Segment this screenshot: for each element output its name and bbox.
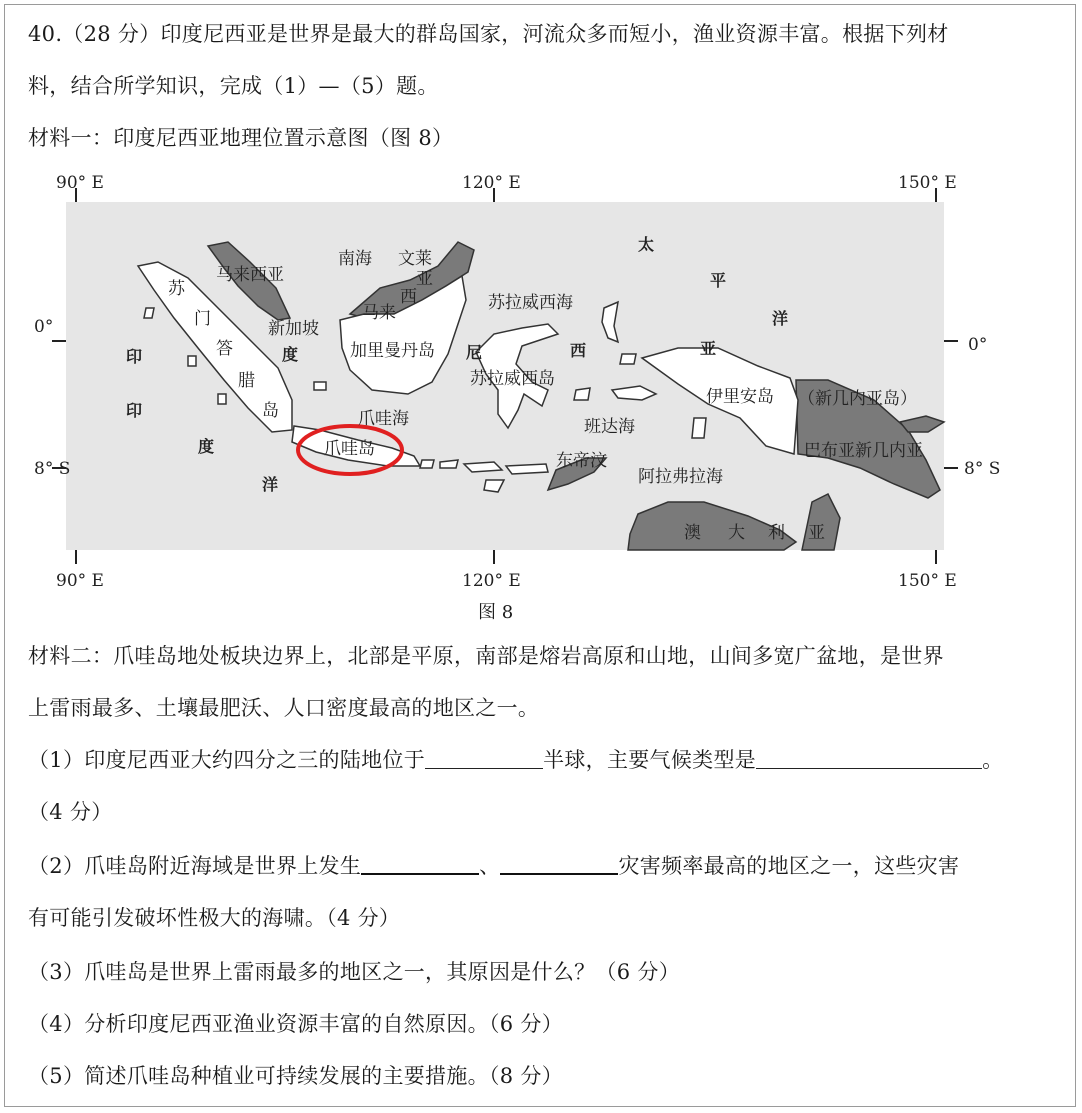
q2-text-a: （2）爪哇岛附近海域是世界上发生: [28, 854, 362, 878]
label-australia-4: 亚: [808, 523, 825, 543]
nias: [188, 356, 196, 366]
bali: [420, 460, 434, 468]
label-pacific-ping: 平: [710, 271, 727, 290]
lon-label-bottom-90: 90° E: [56, 571, 104, 591]
label-australia-3: 利: [768, 523, 785, 543]
q2-text-b: 、: [479, 854, 501, 878]
label-singapore: 新加坡: [268, 319, 319, 339]
question-4: （4）分析印度尼西亚渔业资源丰富的自然原因。（6 分）: [28, 1012, 563, 1036]
label-sumatra-4: 腊: [238, 371, 255, 391]
material2-line2: 上雷雨最多、土壤最肥沃、人口密度最高的地区之一。: [28, 696, 540, 720]
label-banda-sea: 班达海: [584, 417, 635, 437]
label-indian-ocean-yang: 洋: [262, 475, 279, 494]
label-sumatra-3: 答: [216, 339, 233, 359]
lon-label-top-90: 90° E: [56, 173, 104, 193]
q1-hemisphere-blank[interactable]: [425, 748, 543, 769]
question-1-score: （4 分）: [28, 800, 113, 824]
buru: [574, 388, 590, 400]
q1-text-b: 半球，主要气候类型是: [543, 748, 757, 772]
material1-title: 材料一：印度尼西亚地理位置示意图（图 8）: [28, 126, 454, 150]
label-south-china-sea: 南海: [338, 249, 372, 269]
label-indian-ocean-2: 印: [126, 401, 143, 420]
label-sulawesi-sea: 苏拉威西海: [488, 293, 573, 313]
label-new-guinea: （新几内亚岛）: [798, 389, 917, 409]
q2-disaster-blank-2[interactable]: [500, 853, 618, 875]
lon-label-bottom-120: 120° E: [462, 571, 521, 591]
lat-label-left-0: 0°: [34, 317, 54, 337]
lat-label-right-0: 0°: [968, 335, 988, 355]
q1-climate-blank[interactable]: [756, 748, 982, 769]
material2-line1: 材料二：爪哇岛地处板块边界上，北部是平原，南部是熔岩高原和山地，山间多宽广盆地，是世界: [28, 644, 944, 668]
aru: [692, 418, 706, 438]
label-east-timor: 东帝汶: [556, 451, 607, 471]
simeulue: [144, 308, 154, 318]
label-java: 爪哇岛: [324, 439, 375, 459]
label-pacific-tai: 太: [638, 235, 655, 254]
label-kalimantan: 加里曼丹岛: [350, 341, 435, 361]
label-australia-1: 澳: [684, 523, 701, 543]
question-2-line: [28, 850, 959, 880]
label-indonesia-ya: 亚: [700, 339, 717, 358]
label-java-sea: 爪哇海: [358, 409, 409, 429]
q2-text-c: 灾害频率最高的地区之一，这些灾害: [618, 854, 960, 878]
label-png: 巴布亚新几内亚: [804, 441, 923, 461]
q1-text-c: 。: [982, 748, 1004, 772]
label-indian-ocean-1: 印: [126, 347, 143, 366]
question-2-line2: 有可能引发破坏性极大的海啸。（4 分）: [28, 906, 401, 930]
label-australia-2: 大: [728, 523, 745, 543]
indonesia-map: [28, 168, 1038, 598]
lombok: [440, 460, 458, 468]
label-malaysia-east-2: 西: [400, 287, 417, 307]
q2-disaster-blank-1[interactable]: [361, 853, 479, 875]
lon-label-bottom-150: 150° E: [898, 571, 957, 591]
lat-label-right-8s: 8° S: [964, 459, 1001, 479]
q1-text-a: （1）印度尼西亚大约四分之三的陆地位于: [28, 748, 426, 772]
label-arafura-sea: 阿拉弗拉海: [638, 467, 723, 487]
label-indian-ocean-du: 度: [198, 437, 215, 456]
bangka: [314, 382, 326, 390]
sumbawa: [464, 462, 502, 472]
label-malaysia-west: 马来西亚: [216, 265, 284, 285]
label-indonesia-xi: 西: [570, 341, 587, 360]
label-malaysia-east-3: 马来: [362, 303, 396, 323]
lat-label-left-8s: 8° S: [34, 459, 71, 479]
figure-caption: 图 8: [478, 602, 514, 623]
label-indonesia-du-1: 度: [282, 345, 299, 364]
label-pacific-yang: 洋: [772, 309, 789, 328]
label-brunei: 文莱: [398, 249, 432, 269]
label-malaysia-east-1: 亚: [416, 269, 433, 289]
label-irian: 伊里安岛: [706, 387, 774, 407]
label-sumatra-2: 门: [194, 309, 211, 329]
lon-label-top-120: 120° E: [462, 173, 521, 193]
question-header-line1: 40.（28 分）印度尼西亚是世界是最大的群岛国家，河流众多而短小，渔业资源丰富。根据下列材: [28, 22, 949, 46]
flores: [506, 464, 548, 474]
lon-label-top-150: 150° E: [898, 173, 957, 193]
label-indonesia-ni: 尼: [466, 343, 483, 362]
question-1-line: [28, 744, 1003, 774]
mentawai: [218, 394, 226, 404]
question-3: （3）爪哇岛是世界上雷雨最多的地区之一，其原因是什么？（6 分）: [28, 960, 680, 984]
question-5: （5）简述爪哇岛种植业可持续发展的主要措施。（8 分）: [28, 1064, 563, 1088]
label-sulawesi: 苏拉威西岛: [470, 369, 555, 389]
question-header-line2: 料，结合所学知识，完成（1）—（5）题。: [28, 74, 439, 98]
label-sumatra-1: 苏: [168, 279, 185, 299]
small-island-1: [620, 354, 636, 364]
label-sumatra-5: 岛: [262, 401, 279, 421]
